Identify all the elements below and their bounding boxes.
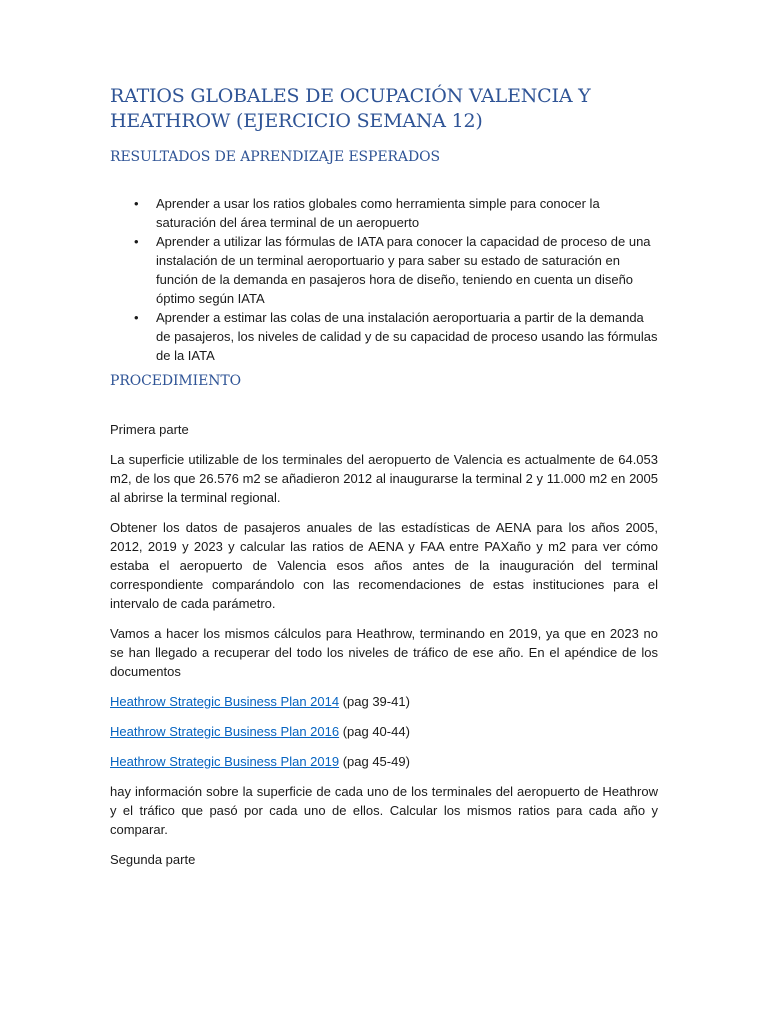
heathrow-plan-2019-link[interactable]: Heathrow Strategic Business Plan 2019: [110, 754, 340, 769]
list-item-text: Aprender a utilizar las fórmulas de IATA para conocer la capacidad de proceso de una instalación de un terminal aeroportuario y para saber su estado de saturación en función de la demanda en pasajeros hora de diseño, teniendo en cuenta un diseño óptimo según IATA: [156, 234, 651, 306]
bullet-icon: •: [134, 310, 139, 325]
list-item-text: Aprender a estimar las colas de una instalación aeroportuaria a partir de la demanda de pasajeros, los niveles de calidad y de su capacidad de proceso usando las fórmulas de la IATA: [156, 310, 658, 363]
part-one-label: Primera parte: [110, 422, 189, 437]
learning-outcomes-list: [110, 194, 658, 365]
heathrow-plan-2014-link[interactable]: Heathrow Strategic Business Plan 2014: [110, 694, 340, 709]
document-title: RATIOS GLOBALES DE OCUPACIÓN VALENCIA Y HEATHROW (EJERCICIO SEMANA 12): [110, 85, 591, 132]
part-two-label: Segunda parte: [110, 852, 196, 867]
page-range: (pag 40-44): [339, 724, 410, 739]
paragraph-valencia-surface: La superficie utilizable de los terminales del aeropuerto de Valencia es actualmente de 64.053 m2, de los que 26.576 m2 se añadieron 2012 al inaugurarse la terminal 2 y 11.000 m2 en 2005 al abrirse la terminal regional.: [110, 452, 658, 505]
learning-outcomes-heading: RESULTADOS DE APRENDIZAJE ESPERADOS: [110, 149, 440, 165]
paragraph-aena-data: Obtener los datos de pasajeros anuales de las estadísticas de AENA para los años 2005, 2012, 2019 y 2023 y calcular las ratios de AENA y FAA entre PAXaño y m2 para ver cómo estaba el aeropuerto de Valencia esos años antes de la inauguración del terminal correspondiente comparándolo con las recomendaciones de estas instituciones para el intervalo de cada parámetro.: [110, 520, 658, 611]
heathrow-plan-2016-link[interactable]: Heathrow Strategic Business Plan 2016: [110, 724, 340, 739]
list-item-text: Aprender a usar los ratios globales como herramienta simple para conocer la saturación del área terminal de un aeropuerto: [156, 196, 600, 230]
page-range: (pag 45-49): [339, 754, 410, 769]
paragraph-heathrow-terminals: hay información sobre la superficie de cada uno de los terminales del aeropuerto de Heathrow y el tráfico que pasó por cada uno de ellos. Calcular los mismos ratios para cada año y comparar.: [110, 784, 658, 837]
paragraph-heathrow-intro: Vamos a hacer los mismos cálculos para Heathrow, terminando en 2019, ya que en 2023 no se han llegado a recuperar del todo los niveles de tráfico de ese año. En el apéndice de los documentos: [110, 626, 658, 679]
procedure-heading: PROCEDIMIENTO: [110, 373, 241, 389]
list-item: [110, 232, 658, 308]
link-line: [110, 752, 658, 771]
document-content: [110, 84, 658, 869]
list-item: [110, 308, 658, 365]
list-item: [110, 194, 658, 232]
page-range: (pag 39-41): [339, 694, 410, 709]
link-line: [110, 722, 658, 741]
bullet-icon: •: [134, 196, 139, 211]
link-line: [110, 692, 658, 711]
bullet-icon: •: [134, 234, 139, 249]
